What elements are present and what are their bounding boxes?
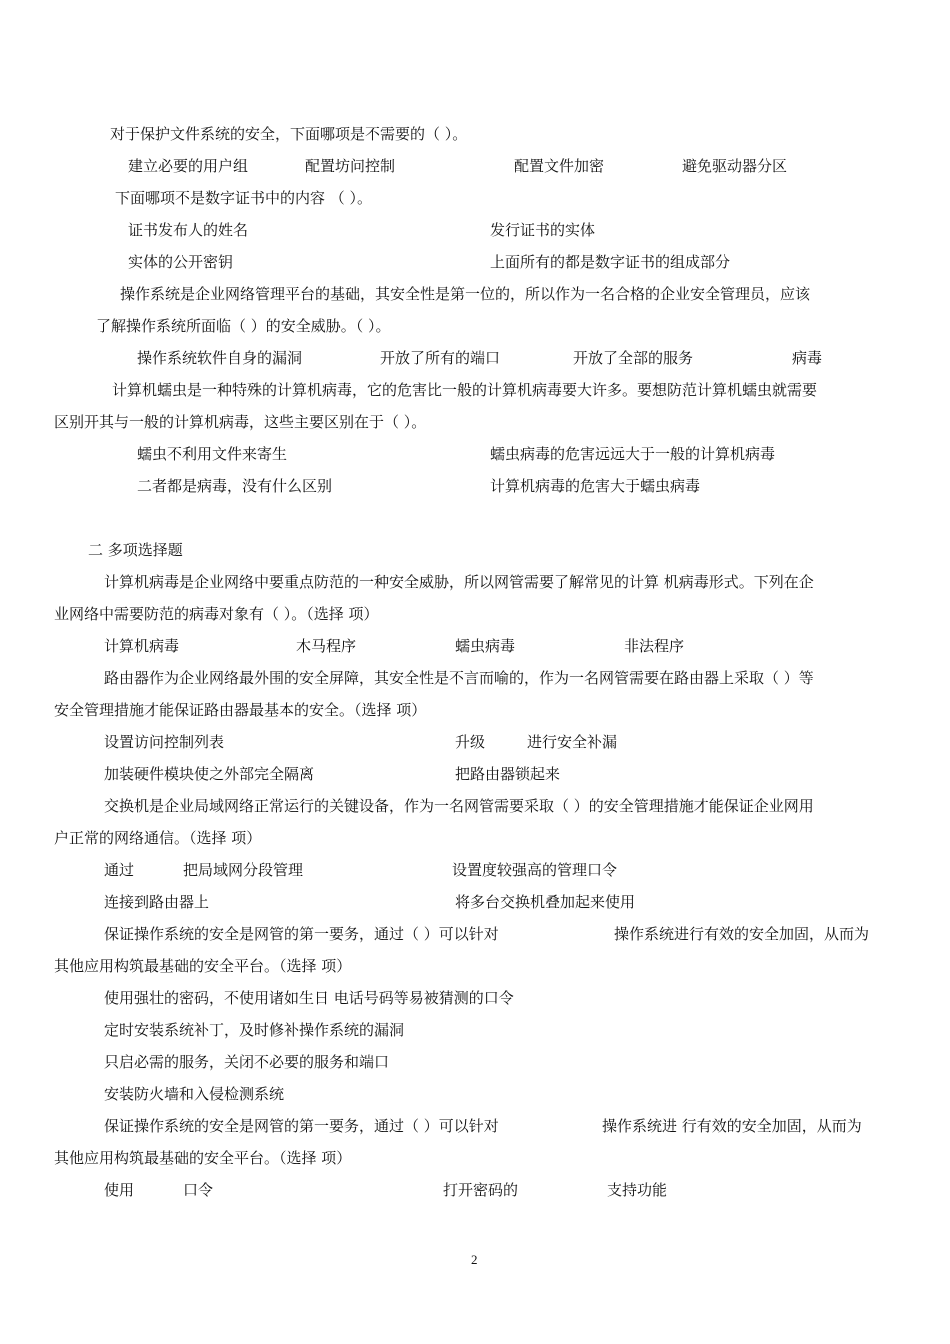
- page-number: 2: [471, 1252, 478, 1267]
- mc-q2-option-b2: 进行安全补漏: [527, 733, 618, 751]
- sc-q3-stem-line1: 操作系统是企业网络管理平台的基础，其安全性是第一位的，所以作为一名合格的企业安全管理员，应该: [120, 285, 811, 303]
- mc-q3-option-a2: 把局域网分段管理: [183, 861, 304, 879]
- sc-q4-option-c: 二者都是病毒，没有什么区别: [137, 477, 333, 495]
- sc-q4-option-a: 蠕虫不利用文件来寄生: [137, 445, 288, 463]
- mc-q5-stem-line1b: 操作系统进 行有效的安全加固，从而为: [602, 1117, 862, 1135]
- sc-q3-option-b: 开放了所有的端口: [380, 349, 501, 367]
- mc-q3-stem-line1: 交换机是企业局域网络正常运行的关键设备，作为一名网管需要采取（ ）的安全管理措施才能保证企业网用: [104, 797, 814, 815]
- sc-q1-stem: 对于保护文件系统的安全，下面哪项是不需要的（ ）。: [110, 125, 468, 143]
- mc-q1-option-d: 非法程序: [624, 637, 685, 655]
- sc-q3-option-a: 操作系统软件自身的漏洞: [137, 349, 303, 367]
- mc-q3-stem-line2: 户正常的网络通信。（选择 项）: [54, 829, 262, 847]
- mc-q1-stem-line1: 计算机病毒是企业网络中要重点防范的一种安全威胁，所以网管需要了解常见的计算 机病毒形式。下列在企: [104, 573, 814, 591]
- mc-q4-stem-line1b: 操作系统进行有效的安全加固，从而为: [614, 925, 870, 943]
- mc-q1-stem-line2: 业网络中需要防范的病毒对象有（ ）。（选择 项）: [54, 605, 379, 623]
- mc-q2-stem-line1: 路由器作为企业网络最外围的安全屏障，其安全性是不言而喻的，作为一名网管需要在路由器上采取（ ）等: [104, 669, 814, 687]
- sc-q3-option-d: 病毒: [792, 349, 823, 367]
- mc-q4-stem-line2: 其他应用构筑最基础的安全平台。（选择 项）: [54, 957, 352, 975]
- sc-q1-option-b: 配置坊问控制: [305, 157, 396, 175]
- mc-q2-option-d: 把路由器锁起来: [455, 765, 561, 783]
- sc-q4-option-b: 蠕虫病毒的危害远远大于一般的计算机病毒: [490, 445, 776, 463]
- sc-q2-option-c: 实体的公开密钥: [128, 253, 234, 271]
- sc-q4-stem-line2: 区别开其与一般的计算机病毒，这些主要区别在于（ ）。: [54, 413, 427, 431]
- mc-q3-option-a: 通过: [104, 861, 135, 879]
- sc-q2-option-b: 发行证书的实体: [490, 221, 596, 239]
- mc-q3-option-d: 将多台交换机叠加起来使用: [455, 893, 636, 911]
- section-heading: 二 多项选择题: [88, 541, 183, 559]
- sc-q4-option-d: 计算机病毒的危害大于蠕虫病毒: [490, 477, 701, 495]
- mc-q4-stem-line1a: 保证操作系统的安全是网管的第一要务，通过（ ）可以针对: [104, 925, 499, 943]
- mc-q4-option-c: 只启必需的服务，关闭不必要的服务和端口: [104, 1053, 390, 1071]
- sc-q2-stem: 下面哪项不是数字证书中的内容 （ ）。: [115, 189, 373, 207]
- mc-q2-option-b: 升级: [455, 733, 486, 751]
- mc-q4-option-b: 定时安装系统补丁，及时修补操作系统的漏洞: [104, 1021, 405, 1039]
- mc-q5-option-c: 支持功能: [607, 1181, 668, 1199]
- mc-q3-option-c: 连接到路由器上: [104, 893, 210, 911]
- mc-q5-option-a2: 口令: [183, 1181, 214, 1199]
- mc-q5-stem-line1a: 保证操作系统的安全是网管的第一要务，通过（ ）可以针对: [104, 1117, 499, 1135]
- sc-q2-option-d: 上面所有的都是数字证书的组成部分: [490, 253, 731, 271]
- sc-q2-option-a: 证书发布人的姓名: [128, 221, 249, 239]
- sc-q3-stem-line2: 了解操作系统所面临（ ）的安全威胁。（ ）。: [96, 317, 391, 335]
- mc-q4-option-d: 安装防火墙和入侵检测系统: [104, 1085, 285, 1103]
- mc-q1-option-b: 木马程序: [296, 637, 357, 655]
- sc-q3-option-c: 开放了全部的服务: [573, 349, 694, 367]
- mc-q5-option-a: 使用: [104, 1181, 135, 1199]
- mc-q2-option-a: 设置访问控制列表: [104, 733, 225, 751]
- mc-q2-option-c: 加装硬件模块使之外部完全隔离: [104, 765, 315, 783]
- sc-q1-option-c: 配置文件加密: [514, 157, 605, 175]
- mc-q2-stem-line2: 安全管理措施才能保证路由器最基本的安全。（选择 项）: [54, 701, 427, 719]
- mc-q4-option-a: 使用强壮的密码，不使用诸如生日 电话号码等易被猜测的口令: [104, 989, 514, 1007]
- sc-q1-option-a: 建立必要的用户组: [128, 157, 249, 175]
- mc-q5-stem-line2: 其他应用构筑最基础的安全平台。（选择 项）: [54, 1149, 352, 1167]
- sc-q1-option-d: 避免驱动器分区: [682, 157, 788, 175]
- mc-q1-option-a: 计算机病毒: [104, 637, 180, 655]
- mc-q3-option-b: 设置度较强高的管理口令: [452, 861, 618, 879]
- mc-q5-option-b: 打开密码的: [443, 1181, 519, 1199]
- mc-q1-option-c: 蠕虫病毒: [455, 637, 516, 655]
- sc-q4-stem-line1: 计算机蠕虫是一种特殊的计算机病毒，它的危害比一般的计算机病毒要大许多。要想防范计算机蠕虫就需要: [112, 381, 818, 399]
